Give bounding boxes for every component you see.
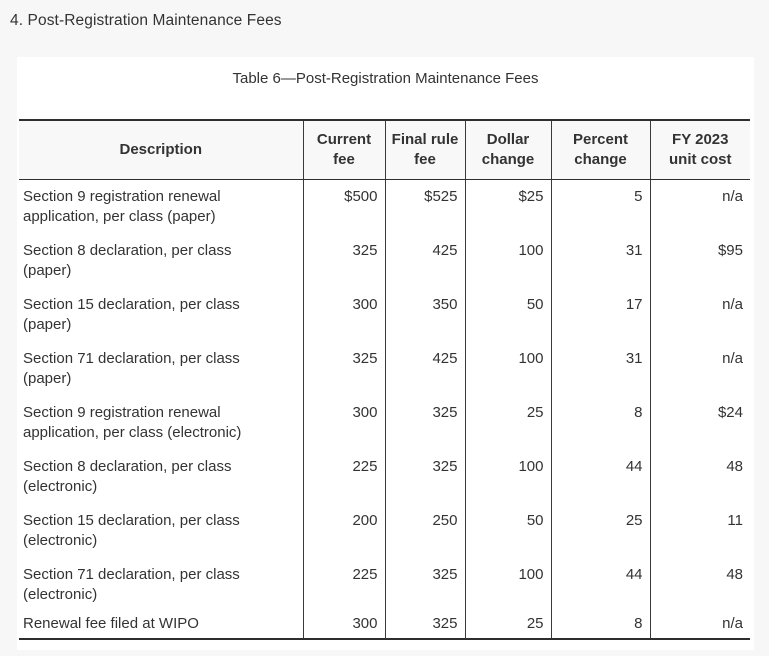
table-row [19,558,750,612]
table-row [19,288,750,342]
fee-description-cell: Section 71 declaration, per class (electronic) [23,566,240,603]
fee-value-cell: 100 [465,234,551,288]
fee-value-cell: $24 [650,396,750,450]
column-header-final-rule-fee: Final rule fee [385,120,465,180]
fee-value-cell: 325 [385,612,465,639]
fee-value-cell: 100 [465,558,551,612]
fee-value-cell: 50 [465,288,551,342]
column-header-dollar-change: Dollar change [465,120,551,180]
table-card [17,57,754,650]
fee-value-cell: 425 [385,342,465,396]
fee-value-cell: 5 [551,180,650,235]
fee-value-cell: 31 [551,234,650,288]
table-header-row [19,120,750,180]
fee-value-cell: 25 [551,504,650,558]
fee-value-cell: $525 [385,180,465,235]
fee-value-cell: 25 [465,396,551,450]
table-row [19,180,750,235]
table-row [19,396,750,450]
fee-value-cell: 300 [303,288,385,342]
table-row [19,612,750,639]
fee-value-cell: 48 [650,558,750,612]
fee-value-cell: 25 [465,612,551,639]
fee-value-cell: 250 [385,504,465,558]
fee-description-cell: Section 9 registration renewal application, per class (paper) [23,188,221,225]
fee-value-cell: 225 [303,558,385,612]
fee-value-cell: 11 [650,504,750,558]
fee-description-cell: Section 71 declaration, per class (paper) [23,350,240,387]
table-body [19,180,750,640]
fee-value-cell: n/a [650,180,750,235]
table-row [19,504,750,558]
fee-description-cell: Section 8 declaration, per class (paper) [23,242,232,279]
fee-value-cell: 325 [303,234,385,288]
column-header-description: Description [19,120,303,180]
column-header-fy2023-unit-cost: FY 2023 unit cost [650,120,750,180]
fee-description-cell: Section 15 declaration, per class (paper) [23,296,240,333]
fee-value-cell: $500 [303,180,385,235]
fee-value-cell: $95 [650,234,750,288]
column-header-percent-change: Percent change [551,120,650,180]
fee-description-cell: Section 15 declaration, per class (electronic) [23,512,240,549]
maintenance-fees-table [19,119,750,640]
fee-value-cell: 325 [303,342,385,396]
table-row [19,234,750,288]
fee-value-cell: 17 [551,288,650,342]
fee-value-cell: $25 [465,180,551,235]
table-header [19,120,750,180]
column-header-current-fee: Current fee [303,120,385,180]
table-row [19,450,750,504]
fee-value-cell: n/a [650,612,750,639]
fee-value-cell: 100 [465,342,551,396]
table-row [19,342,750,396]
fee-value-cell: 8 [551,396,650,450]
fee-value-cell: 200 [303,504,385,558]
fee-description-cell: Renewal fee filed at WIPO [23,615,199,632]
fee-description-cell: Section 9 registration renewal application, per class (electronic) [23,404,242,441]
fee-value-cell: 300 [303,396,385,450]
fee-value-cell: 48 [650,450,750,504]
fee-value-cell: 44 [551,450,650,504]
fee-value-cell: 300 [303,612,385,639]
fee-value-cell: 325 [385,396,465,450]
fee-value-cell: 350 [385,288,465,342]
fee-value-cell: n/a [650,342,750,396]
fee-value-cell: 225 [303,450,385,504]
fee-value-cell: 44 [551,558,650,612]
fee-value-cell: 425 [385,234,465,288]
fee-description-cell: Section 8 declaration, per class (electronic) [23,458,232,495]
fee-value-cell: 325 [385,450,465,504]
fee-value-cell: 31 [551,342,650,396]
section-heading: 4. Post-Registration Maintenance Fees [10,12,282,29]
fee-value-cell: 8 [551,612,650,639]
table-title: Table 6—Post-Registration Maintenance Fees [232,70,539,87]
fee-value-cell: 50 [465,504,551,558]
fee-value-cell: 325 [385,558,465,612]
fee-value-cell: n/a [650,288,750,342]
fee-value-cell: 100 [465,450,551,504]
